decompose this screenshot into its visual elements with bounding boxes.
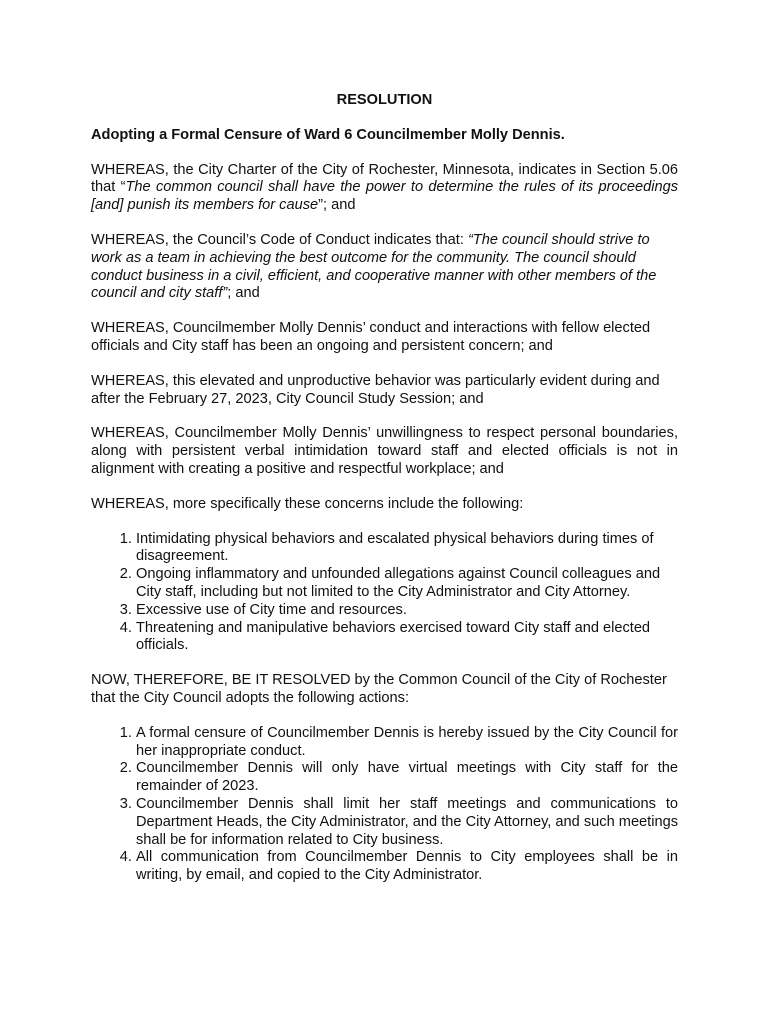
action-item: 2. Councilmember Dennis will only have virtual meetings with City staff for the remainder of 2023. bbox=[136, 760, 678, 796]
whereas-clause-charter bbox=[91, 162, 678, 215]
whereas-clause-code-of-conduct bbox=[91, 232, 678, 303]
concerns-list bbox=[91, 531, 678, 656]
whereas-clause-boundaries: WHEREAS, Councilmember Molly Dennis’ unwillingness to respect personal boundaries, along with persistent verbal intimidation toward staff and elected officials is not in alignment with creating a positive and respectful workplace; and bbox=[91, 425, 678, 477]
resolution-subtitle: Adopting a Formal Censure of Ward 6 Councilmember Molly Dennis. bbox=[91, 126, 565, 143]
whereas-clause-conduct: WHEREAS, Councilmember Molly Dennis’ conduct and interactions with fellow elected officials and City staff has been an ongoing and persistent concern; and bbox=[91, 320, 651, 354]
whereas-charter-intro: WHEREAS, the City Charter of the City of Rochester, Minnesota, indicates in Section 5.06 that “ bbox=[91, 161, 678, 196]
whereas-clause-concerns-intro: WHEREAS, more specifically these concerns include the following: bbox=[91, 495, 524, 512]
whereas-charter-end: ”; and bbox=[318, 197, 356, 214]
whereas-code-intro: WHEREAS, the Council’s Code of Conduct indicates that: bbox=[91, 231, 468, 248]
actions-list bbox=[91, 725, 678, 885]
action-item: 1. A formal censure of Councilmember Dennis is hereby issued by the City Council for her inappropriate conduct. bbox=[136, 725, 678, 761]
whereas-code-end: ; and bbox=[227, 285, 260, 302]
action-item: 3. Councilmember Dennis shall limit her staff meetings and communications to Department Heads, the City Administrator, and the City Attorney, and such meetings shall be for information related to City business. bbox=[136, 796, 678, 849]
concern-item: 2. Ongoing inflammatory and unfounded allegations against Council colleagues and City staff, including but not limited to the City Administrator and City Attorney. bbox=[136, 566, 678, 602]
action-item: 4. All communication from Councilmember Dennis to City employees shall be in writing, by email, and copied to the City Administrator. bbox=[136, 849, 678, 885]
whereas-code-quote: “The council should strive to work as a team in achieving the best outcome for the community. The council should conduct business in a civil, efficient, and cooperative manner with other members of the council and city staff” bbox=[91, 231, 657, 302]
whereas-clause-study-session: WHEREAS, this elevated and unproductive behavior was particularly evident during and after the February 27, 2023, City Council Study Session; and bbox=[91, 372, 660, 407]
resolved-clause: NOW, THEREFORE, BE IT RESOLVED by the Common Council of the City of Rochester that the City Council adopts the following actions: bbox=[91, 672, 667, 706]
whereas-charter-quote: The common council shall have the power to determine the rules of its proceedings [and] punish its members for cause bbox=[91, 179, 678, 214]
document-title: RESOLUTION bbox=[336, 92, 433, 108]
concern-item: 3. Excessive use of City time and resources. bbox=[136, 602, 678, 620]
concern-item: 1. Intimidating physical behaviors and escalated physical behaviors during times of disagreement. bbox=[136, 531, 678, 567]
concern-item: 4. Threatening and manipulative behaviors exercised toward City staff and elected officials. bbox=[136, 620, 678, 656]
